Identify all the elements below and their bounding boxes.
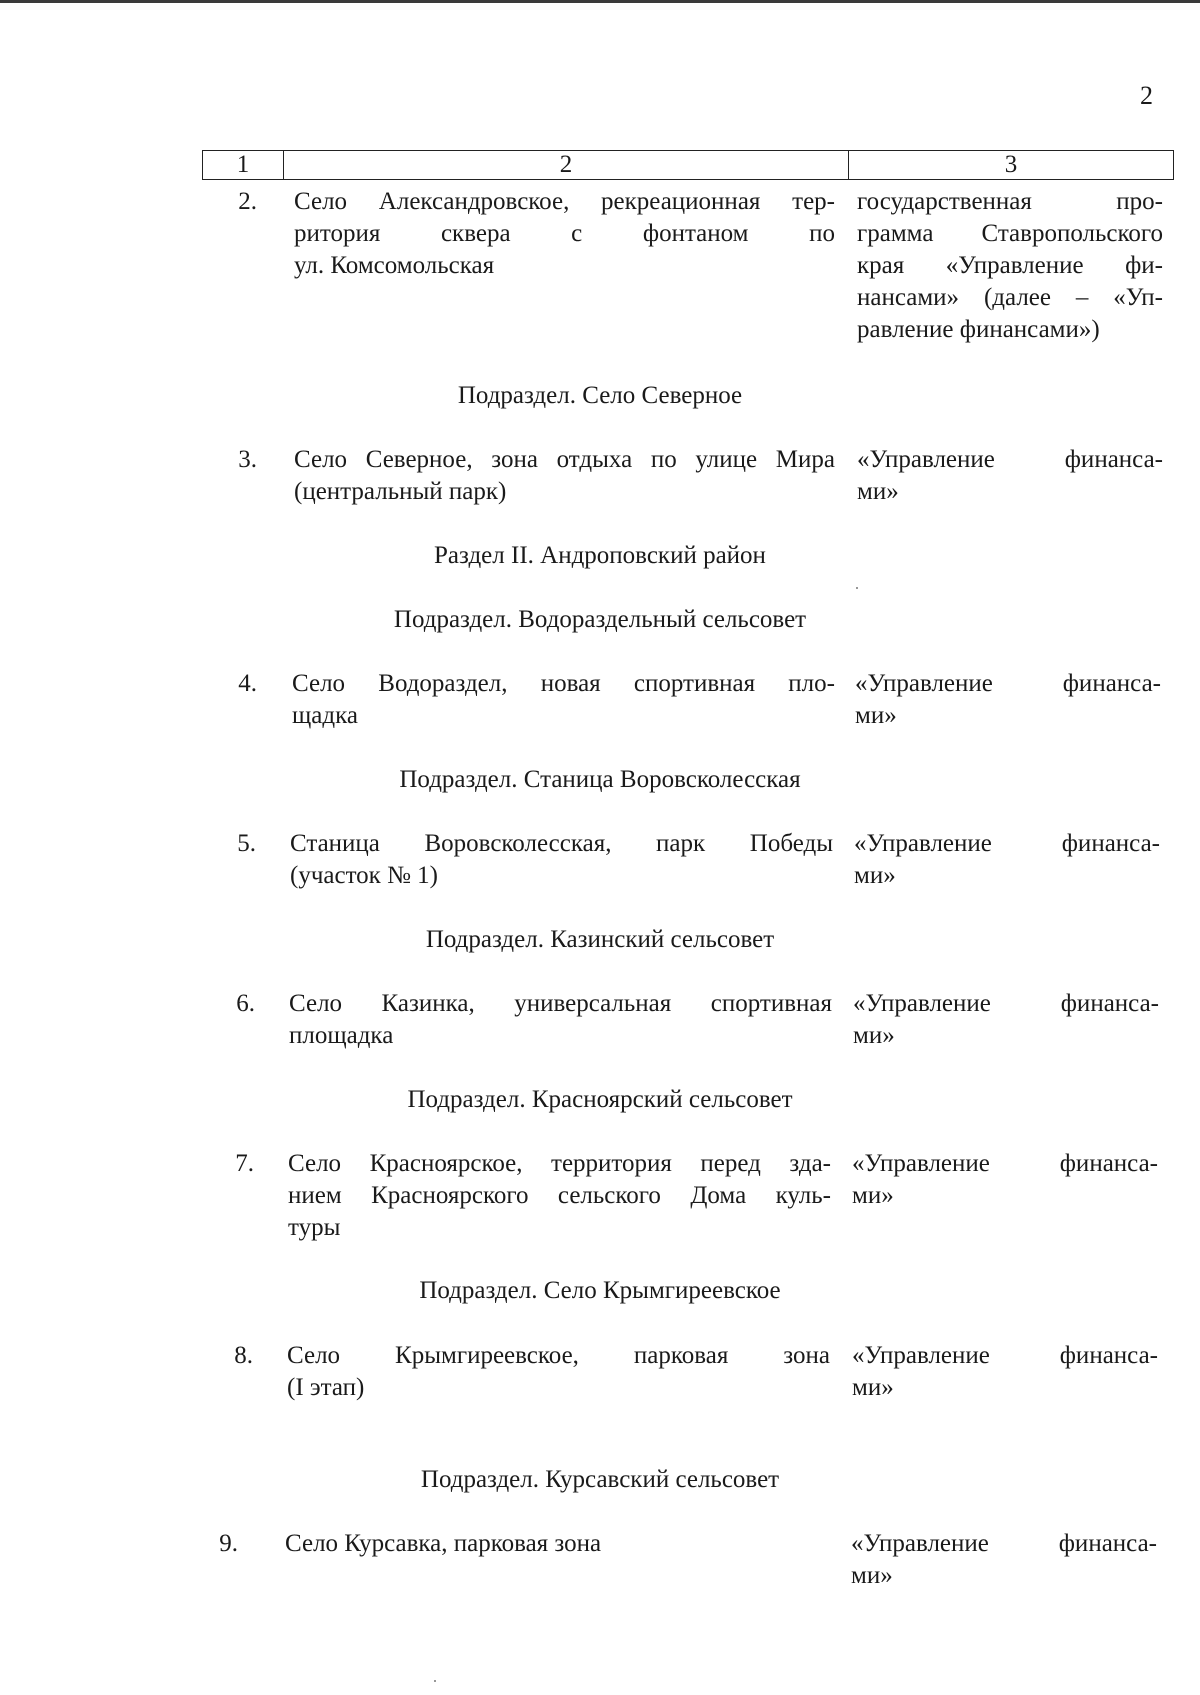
- program-line: «Управление финанса-: [855, 670, 1161, 697]
- program-line: «Управление финанса-: [851, 1530, 1157, 1557]
- program-line: грамма Ставропольского: [857, 220, 1163, 247]
- row-description: [294, 444, 835, 508]
- program-line: «Управление финанса-: [852, 1342, 1158, 1369]
- program-line: «Управление финанса-: [852, 1150, 1158, 1177]
- program-line: «Управление финанса-: [857, 446, 1163, 473]
- program-line: нансами» (далее – «Уп-: [857, 284, 1163, 311]
- row-program: [852, 1340, 1158, 1404]
- row-description: [294, 186, 835, 282]
- row-description: [292, 668, 835, 732]
- program-line: края «Управление фи-: [857, 252, 1163, 279]
- row-number: 6.: [236, 990, 255, 1017]
- description-line: Село Северное, зона отдыха по улице Мира: [294, 446, 835, 473]
- program-line: ми»: [853, 1022, 895, 1049]
- program-line: ми»: [851, 1562, 893, 1589]
- description-line: ритория сквера с фонтаном по: [294, 220, 835, 247]
- program-line: ми»: [852, 1182, 894, 1209]
- description-line: нием Красноярского сельского Дома куль-: [288, 1182, 831, 1209]
- row-number: 9.: [219, 1530, 238, 1557]
- program-line: ми»: [855, 702, 897, 729]
- row-number: 5.: [237, 830, 256, 857]
- row-number: 8.: [234, 1342, 253, 1369]
- row-description: [289, 988, 832, 1052]
- description-line: Село Александровское, рекреационная тер-: [294, 188, 835, 215]
- row-program: [857, 186, 1163, 346]
- row-description: [288, 1148, 831, 1244]
- table-header-col-3: 3: [1004, 151, 1018, 178]
- section-heading: Раздел II. Андроповский район: [434, 542, 766, 569]
- description-line: Село Крымгиреевское, парковая зона: [287, 1342, 830, 1369]
- subsection-heading: Подраздел. Казинский сельсовет: [425, 926, 775, 953]
- description-line: (участок № 1): [290, 862, 439, 889]
- scan-speck: [856, 587, 858, 589]
- program-line: «Управление финанса-: [854, 830, 1160, 857]
- description-line: Село Красноярское, территория перед зда-: [288, 1150, 831, 1177]
- row-program: [852, 1148, 1158, 1212]
- description-line: (центральный парк): [294, 478, 507, 505]
- row-number: 7.: [235, 1150, 254, 1177]
- program-line: ми»: [852, 1374, 894, 1401]
- table-header-col-2: 2: [284, 151, 849, 179]
- row-program: [855, 668, 1161, 732]
- description-line: туры: [288, 1214, 341, 1241]
- subsection-heading: Подраздел. Станица Воровсколесская: [399, 766, 801, 793]
- program-line: ми»: [854, 862, 896, 889]
- subsection-heading: Подраздел. Курсавский сельсовет: [420, 1466, 780, 1493]
- row-number: 3.: [238, 446, 257, 473]
- page-number: 2: [1140, 81, 1153, 110]
- program-line: ми»: [857, 478, 899, 505]
- row-program: [853, 988, 1159, 1052]
- row-program: [857, 444, 1163, 508]
- description-line: Станица Воровсколесская, парк Победы: [290, 830, 833, 857]
- subsection-heading: Подраздел. Красноярский сельсовет: [407, 1086, 793, 1113]
- row-description: [290, 828, 833, 892]
- scan-speck: [434, 1680, 436, 1682]
- row-number: 2.: [238, 188, 257, 215]
- subsection-heading: Подраздел. Водораздельный сельсовет: [393, 606, 807, 633]
- description-line: Село Курсавка, парковая зона: [285, 1530, 602, 1557]
- description-line: Село Водораздел, новая спортивная пло-: [292, 670, 835, 697]
- description-line: Село Казинка, универсальная спортивная: [289, 990, 832, 1017]
- row-number: 4.: [238, 670, 257, 697]
- row-description: [287, 1340, 830, 1404]
- description-line: (I этап): [287, 1374, 365, 1401]
- program-line: государственная про-: [857, 188, 1163, 215]
- description-line: площадка: [289, 1022, 394, 1049]
- top-border-line: [0, 0, 1200, 3]
- subsection-heading: Подраздел. Село Крымгиреевское: [419, 1277, 781, 1304]
- table-header: [202, 150, 1174, 180]
- subsection-heading: Подраздел. Село Северное: [457, 382, 743, 409]
- row-description: [285, 1528, 828, 1560]
- description-line: ул. Комсомольская: [294, 252, 495, 279]
- description-line: щадка: [292, 702, 358, 729]
- table-header-col-1: 1: [203, 151, 284, 179]
- row-program: [851, 1528, 1157, 1592]
- program-line: «Управление финанса-: [853, 990, 1159, 1017]
- program-line: равление финансами»): [857, 316, 1100, 343]
- row-program: [854, 828, 1160, 892]
